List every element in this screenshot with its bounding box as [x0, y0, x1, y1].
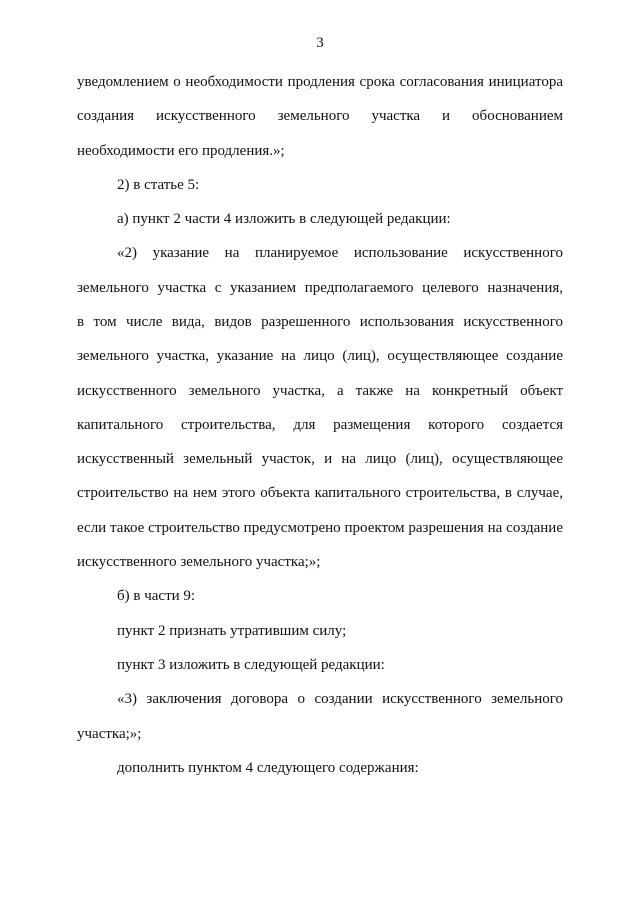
- page-number: 3: [316, 35, 324, 51]
- text-line-17: пункт 2 признать утратившим силу;: [117, 623, 347, 639]
- text-line-6: «2) указание на планируемое использование искусственного: [117, 245, 563, 261]
- text-line-9: земельного участка, указание на лицо (лиц), осуществляющее создание: [77, 348, 563, 364]
- text-line-14: если такое строительство предусмотрено проектом разрешения на создание: [77, 520, 563, 536]
- text-line-8: в том числе вида, видов разрешенного использования искусственного: [77, 314, 563, 330]
- text-line-4: 2) в статье 5:: [117, 177, 200, 193]
- text-line-7: земельного участка с указанием предполагаемого целевого назначения,: [77, 280, 563, 296]
- text-line-11: капитального строительства, для размещения которого создается: [77, 417, 563, 433]
- text-line-21: дополнить пунктом 4 следующего содержания:: [117, 760, 419, 776]
- text-line-16: б) в части 9:: [117, 588, 196, 604]
- text-line-12: искусственный земельный участок, и на лицо (лиц), осуществляющее: [77, 451, 563, 467]
- text-line-19: «3) заключения договора о создании искусственного земельного: [117, 691, 563, 707]
- text-line-5: а) пункт 2 части 4 изложить в следующей редакции:: [117, 211, 451, 227]
- text-line-2: создания искусственного земельного участка и обоснованием: [77, 108, 563, 124]
- text-line-15: искусственного земельного участка;»;: [77, 554, 321, 570]
- text-line-1: уведомлением о необходимости продления срока согласования инициатора: [77, 74, 563, 90]
- text-line-13: строительство на нем этого объекта капитального строительства, в случае,: [77, 485, 563, 501]
- text-line-10: искусственного земельного участка, а также на конкретный объект: [77, 383, 563, 399]
- text-line-3: необходимости его продления.»;: [77, 143, 285, 159]
- text-line-20: участка;»;: [77, 726, 142, 742]
- text-line-18: пункт 3 изложить в следующей редакции:: [117, 657, 385, 673]
